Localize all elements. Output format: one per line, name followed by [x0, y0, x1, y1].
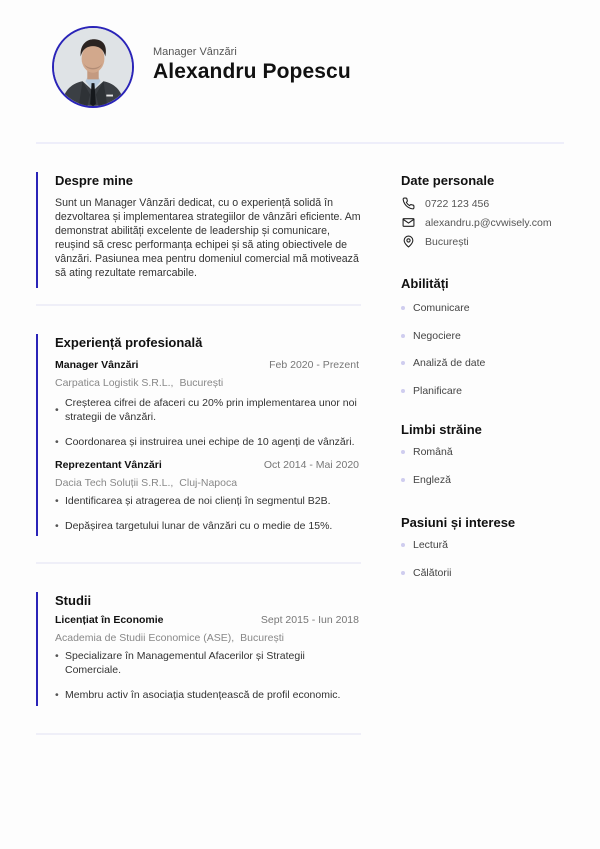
skill-item: Analiză de date — [401, 356, 581, 384]
job-dates: Feb 2020 - Prezent — [269, 359, 359, 371]
education-section — [36, 592, 361, 706]
phone-value: 0722 123 456 — [425, 197, 490, 210]
experience-section — [36, 334, 361, 536]
company-name: Dacia Tech Soluții S.R.L., — [55, 477, 174, 489]
job-bullet: • Coordonarea și instruirea unei echipe de 10 agenți de vânzări. — [55, 435, 361, 449]
job-dates: Oct 2014 - Mai 2020 — [263, 459, 359, 471]
location-pin-icon — [401, 235, 415, 249]
job-bullet: • Identificarea și atragerea de noi clienți în segmentul B2B. — [55, 494, 361, 508]
about-title: Despre mine — [55, 173, 134, 188]
skill-item: Negociere — [401, 329, 581, 357]
section-accent-bar — [36, 592, 38, 706]
job-entry — [55, 359, 361, 449]
skill-item: Comunicare — [401, 301, 581, 329]
language-item: Engleză — [401, 473, 581, 501]
section-accent-bar — [36, 334, 38, 536]
section-accent-bar — [36, 172, 38, 288]
education-bullets — [55, 649, 361, 702]
contact-location — [401, 232, 581, 251]
education-bullet: • Specializare în Managementul Afacerilor și Strategii Comerciale. — [55, 649, 361, 677]
interest-item: Lectură — [401, 538, 581, 566]
section-divider — [36, 733, 361, 735]
section-divider — [36, 304, 361, 306]
section-divider — [36, 562, 361, 564]
personal-data-title: Date personale — [401, 173, 495, 188]
language-item: Română — [401, 445, 581, 473]
interest-item: Călătorii — [401, 566, 581, 594]
job-position: Manager Vânzări — [55, 359, 139, 371]
email-value[interactable]: alexandru.p@cvwisely.com — [425, 216, 552, 229]
location-value: București — [425, 235, 469, 248]
skill-item: Planificare — [401, 384, 581, 412]
job-entry — [55, 459, 361, 533]
school-city: București — [240, 632, 284, 644]
education-dates: Sept 2015 - Iun 2018 — [260, 614, 359, 626]
phone-icon — [401, 197, 415, 211]
job-position: Reprezentant Vânzări — [55, 459, 162, 471]
company-city: Cluj-Napoca — [179, 477, 238, 489]
skills-section — [401, 275, 581, 411]
company-name: Carpatica Logistik S.R.L., — [55, 377, 174, 389]
experience-title: Experiență profesională — [55, 335, 203, 350]
school-name: Academia de Studii Economice (ASE), — [55, 632, 235, 644]
personal-data-section — [401, 172, 581, 251]
education-title: Studii — [55, 593, 92, 608]
interests-section — [401, 514, 581, 593]
job-bullets — [55, 494, 361, 533]
skills-list — [401, 301, 581, 411]
profile-photo — [52, 26, 134, 108]
job-company — [55, 477, 361, 491]
education-entry — [55, 614, 361, 702]
about-section — [36, 172, 361, 288]
contact-email — [401, 213, 581, 232]
interests-title: Pasiuni și interese — [401, 515, 516, 530]
job-bullet: • Creșterea cifrei de afaceri cu 20% prin implementarea unor noi strategii de vânzări. — [55, 396, 361, 424]
contact-phone — [401, 194, 581, 213]
header-divider — [36, 142, 564, 144]
education-bullet: • Membru activ în asociația studențească de profil economic. — [55, 688, 361, 702]
skills-title: Abilități — [401, 276, 449, 291]
interests-list — [401, 538, 581, 593]
person-portrait-icon — [54, 28, 132, 106]
languages-title: Limbi străine — [401, 422, 482, 437]
languages-section — [401, 421, 581, 500]
education-school — [55, 632, 361, 646]
header-name: Alexandru Popescu — [153, 60, 351, 83]
about-text: Sunt un Manager Vânzări dedicat, cu o experiență solidă în dezvoltarea și implementarea strategiilor de vânzări eficiente. Am demonstrat abilități excelente de leadership și comunicare, reușind să cresc performanța echipei și să ating obiectivele de vânzări. Pasiunea mea pentru domeniul comercial mă motivează să ating rezultate remarcabile. — [55, 197, 361, 279]
education-degree: Licențiat în Economie — [55, 614, 164, 626]
mail-icon — [401, 216, 415, 230]
languages-list — [401, 445, 581, 500]
company-city: București — [179, 377, 224, 389]
header-job-title: Manager Vânzări — [153, 46, 237, 58]
job-company — [55, 377, 361, 391]
job-bullets — [55, 396, 361, 449]
job-bullet: • Depășirea targetului lunar de vânzări cu o medie de 15%. — [55, 519, 361, 533]
